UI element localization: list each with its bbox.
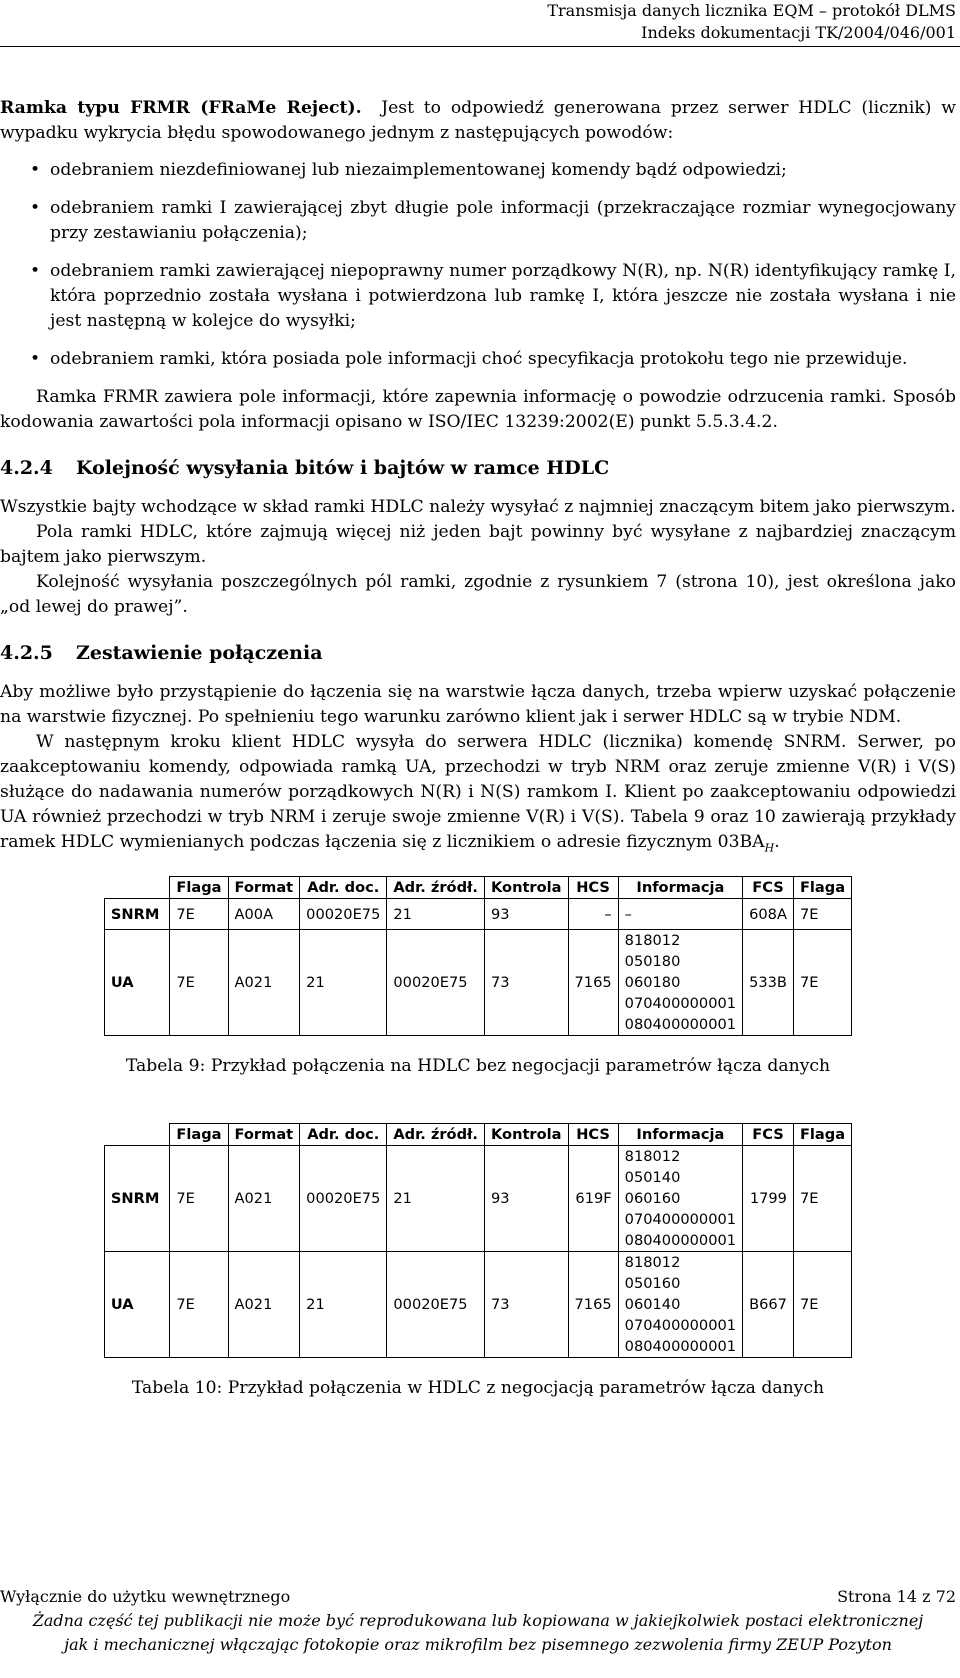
column-header: Adr. źródł. [387, 877, 485, 899]
table-cell-label: SNRM [104, 899, 169, 930]
column-header: Format [228, 877, 300, 899]
frmr-heading: Ramka typu FRMR (FRaMe Reject). [0, 98, 362, 118]
table-cell-format: A00A [228, 899, 300, 930]
column-header: Informacja [618, 877, 742, 899]
table-10-caption: Tabela 10: Przykład połączenia w HDLC z negocjacją parametrów łącza danych [131, 1378, 825, 1399]
table-cell-label: SNRM [104, 1146, 169, 1252]
column-header [104, 1124, 169, 1146]
table-cell-hcs: – [568, 899, 618, 930]
list-item: • odebraniem ramki I zawierającej zbyt długie pole informacji (przekraczające rozmiar wynegocjowany przy zestawianiu połączenia); [30, 198, 956, 243]
table-row [104, 1252, 851, 1358]
table-cell-info [618, 930, 742, 1036]
header-doc-index: Indeks dokumentacji TK/2004/046/001 [641, 23, 956, 42]
paragraph: Pola ramki HDLC, które zajmują więcej niż jeden bajt powinny być wysyłane z najbardziej znaczącym bajtem jako pierwszym. [0, 522, 956, 567]
table-cell-label: UA [104, 1252, 169, 1358]
table-cell-hcs: 619F [568, 1146, 618, 1252]
table-cell-fcs: B667 [743, 1252, 794, 1358]
table-cell-flaga2: 7E [793, 899, 851, 930]
table-cell-adr-doc: 21 [300, 930, 387, 1036]
table-cell-flaga2: 7E [793, 1252, 851, 1358]
section-heading-4-2-5 [0, 640, 956, 666]
page-body [0, 96, 956, 1401]
frmr-after-paragraph: Ramka FRMR zawiera pole informacji, które zapewnia informację o powodzie odrzucenia ramki. Sposób kodowania zawartości pola informacji opisano w ISO/IEC 13239:2002(E) punkt 5.5.3.4.2. [0, 387, 956, 432]
bullet-icon: • [30, 349, 41, 369]
table-cell-kontrola: 73 [484, 930, 568, 1036]
column-header: Kontrola [484, 1124, 568, 1146]
info-line: 818012 [624, 932, 681, 950]
list-item: • odebraniem ramki, która posiada pole informacji choć specyfikacja protokołu tego nie przewiduje. [0, 347, 956, 372]
table-cell-adr-doc: 21 [300, 1252, 387, 1358]
column-header: Flaga [170, 877, 228, 899]
column-header: Kontrola [484, 877, 568, 899]
bullet-icon: • [30, 160, 41, 180]
table-cell-fcs: 608A [743, 899, 794, 930]
footer-row [0, 1585, 956, 1609]
table-cell-flaga: 7E [170, 899, 228, 930]
paragraph: Wszystkie bajty wchodzące w skład ramki HDLC należy wysyłać z najmniej znaczącym bitem jako pierwszym. [0, 497, 956, 517]
table-cell-flaga2: 7E [793, 1146, 851, 1252]
section-number: 4.2.4 [0, 457, 53, 479]
table-cell-flaga: 7E [170, 1146, 228, 1252]
footer-confidential: Wyłącznie do użytku wewnętrznego [0, 1587, 291, 1606]
frmr-intro [0, 96, 956, 146]
info-line: 070400000001 [624, 995, 737, 1013]
bullet-icon: • [30, 261, 41, 281]
column-header: Flaga [793, 877, 851, 899]
page-footer [0, 1585, 956, 1657]
paragraph: Aby możliwe było przystąpienie do łączenia się na warstwie łącza danych, trzeba wpierw uzyskać połączenie na warstwie fizycznej. Po spełnieniu tego warunku zarówno klient jak i serwer HDLC są w trybie NDM. [0, 682, 956, 727]
table-10-block [0, 1123, 956, 1401]
table-cell-hcs: 7165 [568, 930, 618, 1036]
table-cell-kontrola: 73 [484, 1252, 568, 1358]
table-cell-format: A021 [228, 1252, 300, 1358]
table-cell-adr-zrodl: 21 [387, 1146, 485, 1252]
table-cell-info [618, 1252, 742, 1358]
column-header: Flaga [793, 1124, 851, 1146]
paragraph: Kolejność wysyłania poszczególnych pól ramki, zgodnie z rysunkiem 7 (strona 10), jest określona jako „od lewej do prawej”. [0, 572, 956, 617]
info-line: 050140 [624, 1169, 681, 1187]
column-header: HCS [568, 877, 618, 899]
column-header: FCS [743, 1124, 794, 1146]
table-cell-flaga2: 7E [793, 930, 851, 1036]
table-cell-kontrola: 93 [484, 1146, 568, 1252]
info-line: 050180 [624, 953, 681, 971]
table-cell-fcs: 1799 [743, 1146, 794, 1252]
subscript: H [764, 841, 775, 855]
table-cell-label: UA [104, 930, 169, 1036]
table-cell-adr-doc: 00020E75 [300, 1146, 387, 1252]
table-9 [104, 876, 852, 1036]
section-title: Zestawienie połączenia [76, 642, 323, 664]
running-header [547, 0, 956, 44]
table-cell-adr-zrodl: 21 [387, 899, 485, 930]
table-9-block [0, 876, 956, 1079]
column-header: Adr. doc. [300, 1124, 387, 1146]
table-header-row [104, 877, 851, 899]
table-cell-adr-zrodl: 00020E75 [387, 930, 485, 1036]
column-header [104, 877, 169, 899]
table-cell-format: A021 [228, 1146, 300, 1252]
info-line: 050160 [624, 1275, 681, 1293]
table-10 [104, 1123, 852, 1358]
copyright-note: jak i mechanicznej włączając fotokopie oraz mikrofilm bez pisemnego zezwolenia firmy ZEUP Pozyton [64, 1635, 892, 1654]
table-cell-info [618, 899, 742, 930]
page-number: Strona 14 z 72 [837, 1587, 956, 1606]
table-row [104, 899, 851, 930]
table-cell-fcs: 533B [743, 930, 794, 1036]
column-header: Flaga [170, 1124, 228, 1146]
section-title: Kolejność wysyłania bitów i bajtów w ramce HDLC [76, 457, 610, 479]
column-header: Format [228, 1124, 300, 1146]
list-item: • odebraniem ramki zawierającej niepoprawny numer porządkowy N(R), np. N(R) identyfikujący ramkę I, która poprzednio została wysłana i potwierdzona lub ramkę I, która jeszcze nie została wysłana i nie jest następną w kolejce do wysyłki; [30, 261, 956, 331]
info-line: 070400000001 [624, 1211, 737, 1229]
table-header-row [104, 1124, 851, 1146]
table-cell-adr-zrodl: 00020E75 [387, 1252, 485, 1358]
info-line: 060160 [624, 1190, 681, 1208]
info-line: 070400000001 [624, 1317, 737, 1335]
info-line: 080400000001 [624, 1016, 737, 1034]
table-9-caption: Tabela 9: Przykład połączenia na HDLC bez negocjacji parametrów łącza danych [125, 1056, 831, 1077]
table-cell-info [618, 1146, 742, 1252]
column-header: FCS [743, 877, 794, 899]
column-header: Adr. źródł. [387, 1124, 485, 1146]
info-line: – [624, 905, 632, 923]
info-line: 080400000001 [624, 1338, 737, 1356]
table-row [104, 930, 851, 1036]
column-header: Informacja [618, 1124, 742, 1146]
table-cell-format: A021 [228, 930, 300, 1036]
column-header: HCS [568, 1124, 618, 1146]
table-cell-adr-doc: 00020E75 [300, 899, 387, 930]
table-cell-flaga: 7E [170, 930, 228, 1036]
info-line: 060180 [624, 974, 681, 992]
list-item: • odebraniem niezdefiniowanej lub niezaimplementowanej komendy bądź odpowiedzi; [0, 158, 956, 183]
header-title: Transmisja danych licznika EQM – protokół DLMS [547, 1, 956, 20]
section-heading-4-2-4 [0, 455, 956, 481]
copyright-note: Żadna część tej publikacji nie może być reprodukowana lub kopiowana w jakiejkolwiek postaci elektronicznej [32, 1611, 924, 1630]
info-line: 818012 [624, 1148, 681, 1166]
bullet-icon: • [30, 198, 41, 218]
info-line: 818012 [624, 1254, 681, 1272]
info-line: 080400000001 [624, 1232, 737, 1250]
info-line: 060140 [624, 1296, 681, 1314]
table-cell-flaga: 7E [170, 1252, 228, 1358]
table-row [104, 1146, 851, 1252]
column-header: Adr. doc. [300, 877, 387, 899]
frmr-reasons-list [0, 158, 956, 372]
table-cell-hcs: 7165 [568, 1252, 618, 1358]
frmr-intro-text: Jest to odpowiedź generowana przez serwer HDLC (licznik) w wypadku wykrycia błędu spowodowanego jednym z następujących powodów: [0, 98, 956, 143]
section-number: 4.2.5 [0, 642, 53, 664]
header-rule [0, 46, 960, 47]
paragraph: W następnym kroku klient HDLC wysyła do serwera HDLC (licznika) komendę SNRM. Serwer, po zaakceptowaniu komendy, odpowiada ramką UA, przechodzi w tryb NRM oraz zeruje zmienne V(R) i V(S) służące do nadawania numerów porządkowych N(R) i N(S) ramkom I. Klient po zaakceptowaniu odpowiedzi UA również przechodzi w tryb NRM i zeruje swoje zmienne V(R) i V(S). Tabela 9 oraz 10 zawierają przykłady ramek HDLC wymienianych podczas łączenia się z licznikiem o adresie fizycznym $03BA_H$. [0, 732, 956, 855]
table-cell-kontrola: 93 [484, 899, 568, 930]
